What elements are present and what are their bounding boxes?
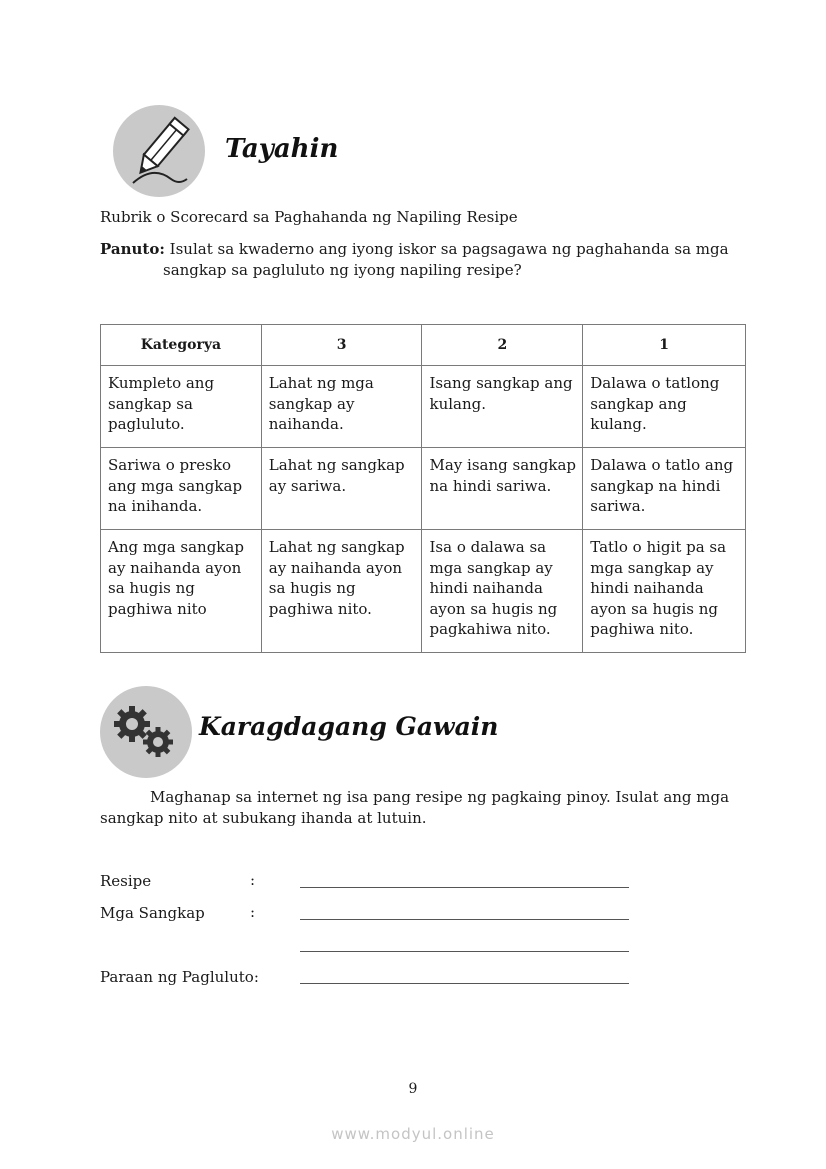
table-cell: Dalawa o tatlo ang sangkap na hindi sariwa. [583, 448, 746, 530]
ingredients-label: Mga Sangkap [100, 904, 205, 922]
paragraph-line1: Maghanap sa internet ng isa pang resipe ng pagkaing pinoy. Isulat ang mga [150, 788, 730, 806]
paragraph-line2: sangkap nito at subukang ihanda at lutuin. [100, 809, 427, 827]
table-cell: Dalawa o tatlong sangkap ang kulang. [583, 366, 746, 448]
instruction-line1: Isulat sa kwaderno ang iyong iskor sa pagsagawa ng paghahanda sa mga [169, 240, 729, 258]
table-cell: Isang sangkap ang kulang. [422, 366, 583, 448]
ingredients-answer-line-2[interactable] [300, 951, 629, 952]
header-score-1: 1 [583, 325, 746, 366]
ingredients-colon: : [250, 903, 256, 921]
header-score-3: 3 [261, 325, 422, 366]
table-cell: Lahat ng mga sangkap ay naihanda. [261, 366, 422, 448]
table-cell: May isang sangkap na hindi sariwa. [422, 448, 583, 530]
table-row [101, 448, 746, 530]
watermark: www.modyul.online [331, 1125, 495, 1143]
rubric-table [100, 324, 746, 653]
rubric-caption: Rubrik o Scorecard sa Paghahanda ng Napiling Resipe [100, 208, 518, 226]
ingredients-answer-line-1[interactable] [300, 919, 629, 920]
assessment-title: Tayahin [225, 134, 339, 164]
table-cell: Tatlo o higit pa sa mga sangkap ay hindi naihanda ayon sa hugis ng paghiwa nito. [583, 530, 746, 653]
recipe-label: Resipe [100, 872, 152, 890]
table-cell: Lahat ng sangkap ay sariwa. [261, 448, 422, 530]
procedure-label: Paraan ng Pagluluto: [100, 968, 259, 986]
pencil-icon [113, 105, 205, 197]
recipe-colon: : [250, 871, 256, 889]
instruction-line2: sangkap sa pagluluto ng iyong napiling resipe? [163, 261, 522, 279]
page-number: 9 [408, 1081, 418, 1097]
table-cell: Isa o dalawa sa mga sangkap ay hindi naihanda ayon sa hugis ng pagkahiwa nito. [422, 530, 583, 653]
gears-icon [100, 686, 192, 778]
additional-title: Karagdagang Gawain [199, 712, 499, 741]
recipe-answer-line[interactable] [300, 887, 629, 888]
procedure-answer-line[interactable] [300, 983, 629, 984]
instruction-block [100, 239, 740, 281]
table-cell: Lahat ng sangkap ay naihanda ayon sa hugis ng paghiwa nito. [261, 530, 422, 653]
instruction-label: Panuto: [100, 240, 165, 258]
table-cell: Kumpleto ang sangkap sa pagluluto. [101, 366, 262, 448]
table-row [101, 530, 746, 653]
table-cell: Sariwa o presko ang mga sangkap na inihanda. [101, 448, 262, 530]
header-score-2: 2 [422, 325, 583, 366]
header-kategorya: Kategorya [101, 325, 262, 366]
table-header-row [101, 325, 746, 366]
table-cell: Ang mga sangkap ay naihanda ayon sa hugis ng paghiwa nito [101, 530, 262, 653]
additional-paragraph [100, 787, 740, 829]
table-row [101, 366, 746, 448]
